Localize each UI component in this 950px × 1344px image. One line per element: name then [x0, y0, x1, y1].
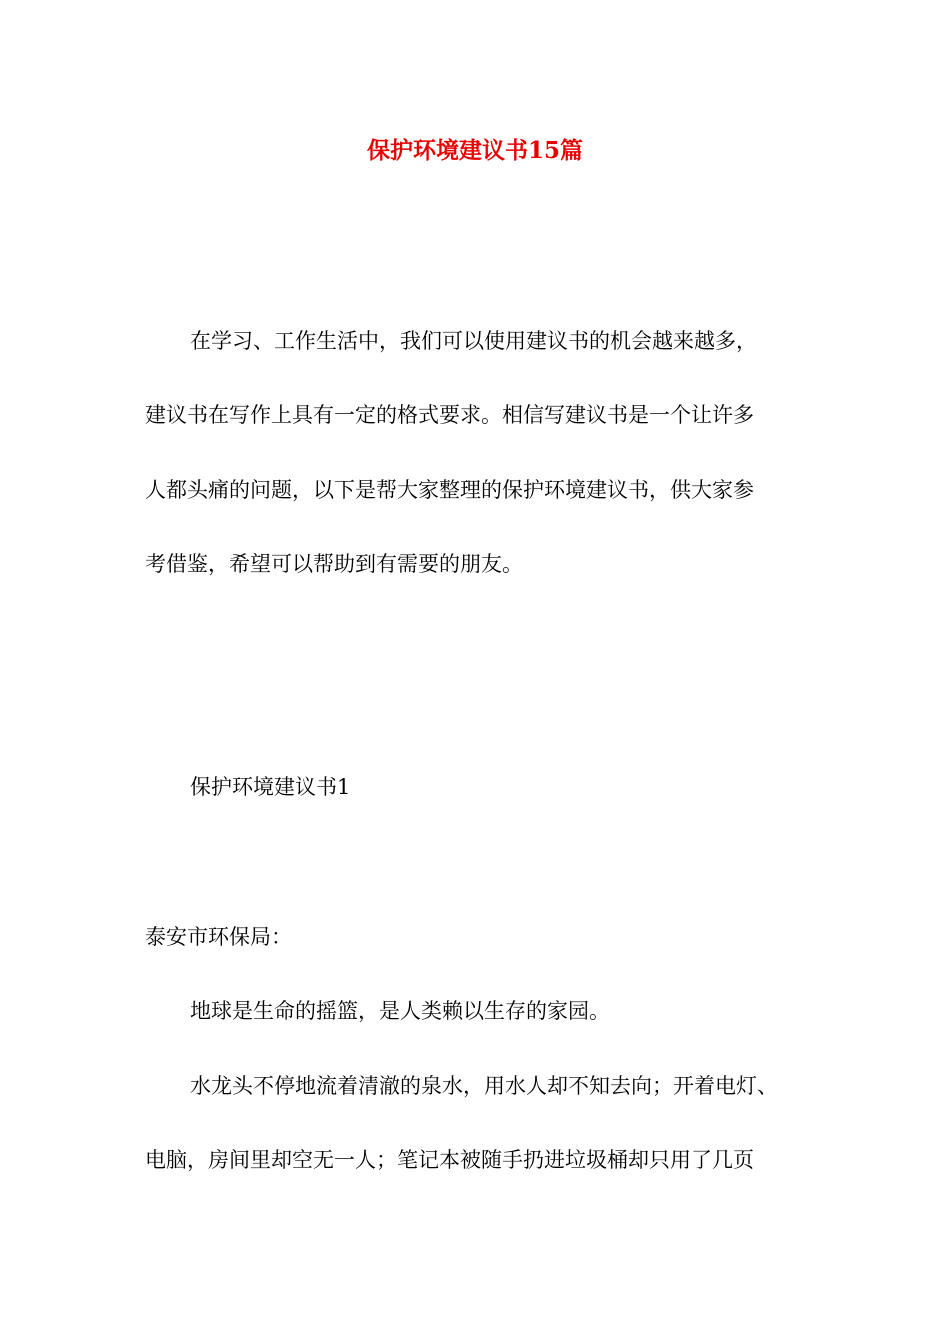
intro-line-1: 在学习、工作生活中，我们可以使用建议书的机会越来越多， [190, 329, 757, 353]
intro-line-2: 建议书在写作上具有一定的格式要求。相信写建议书是一个让许多 [145, 403, 754, 427]
body-line-2: 水龙头不停地流着清澈的泉水，用水人却不知去向；开着电灯、 [190, 1074, 778, 1098]
body-line-3: 电脑，房间里却空无一人；笔记本被随手扔进垃圾桶却只用了几页 [145, 1148, 754, 1172]
document-title: 保护环境建议书15篇 [366, 137, 583, 164]
section-heading: 保护环境建议书1 [190, 775, 351, 799]
intro-line-4: 考借鉴，希望可以帮助到有需要的朋友。 [145, 552, 523, 576]
body-line-1: 地球是生命的摇篮，是人类赖以生存的家园。 [190, 999, 610, 1023]
salutation: 泰安市环保局： [145, 925, 292, 949]
intro-line-3: 人都头痛的问题，以下是帮大家整理的保护环境建议书，供大家参 [145, 478, 754, 502]
